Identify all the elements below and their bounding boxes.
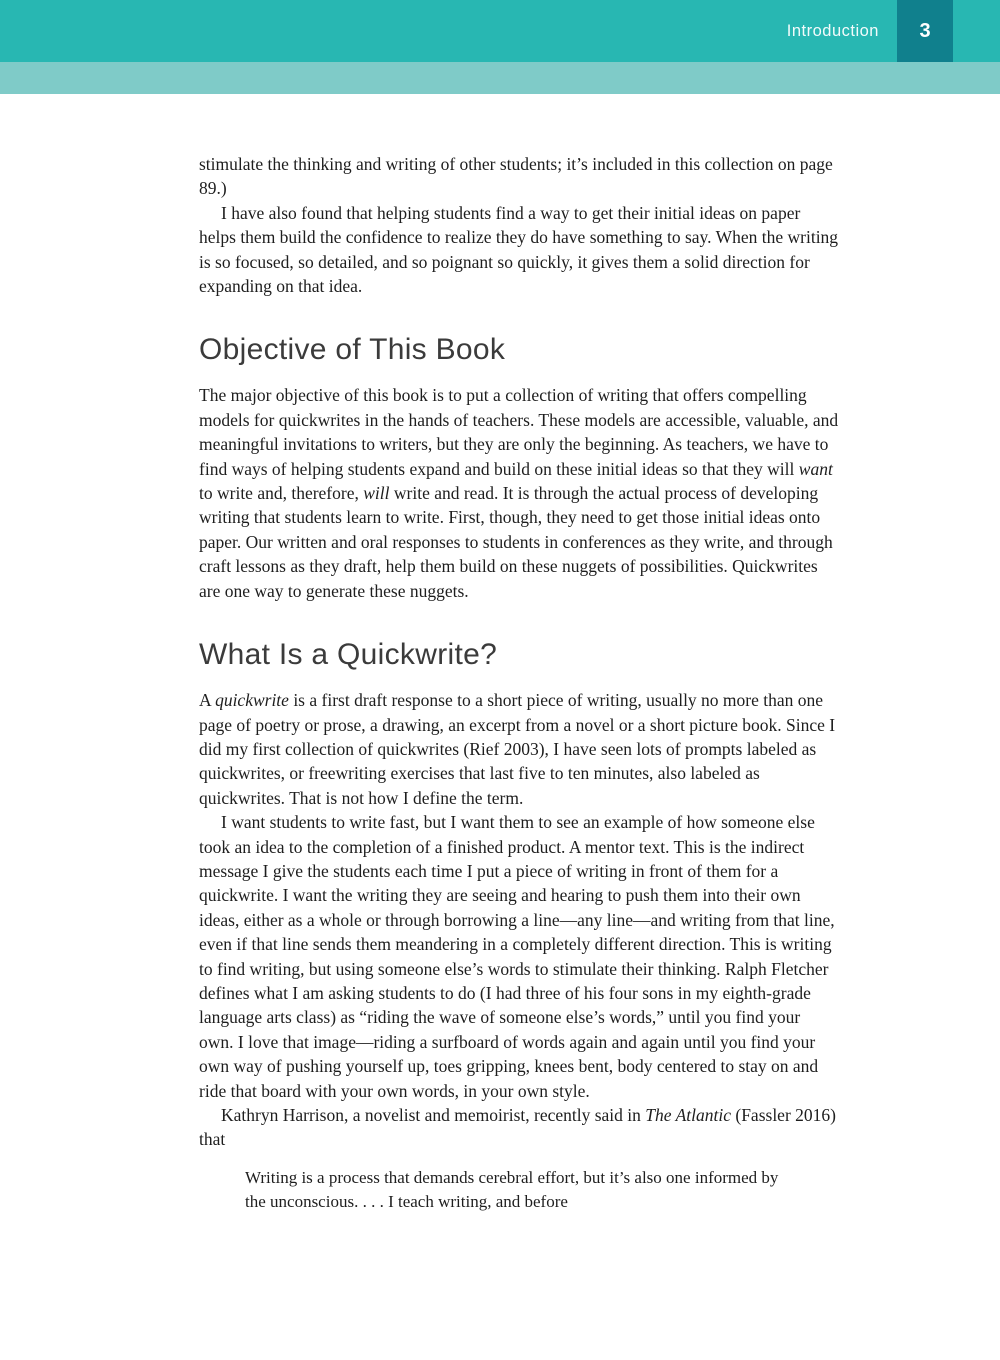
header-light-band bbox=[0, 62, 1000, 94]
paragraph-initial-ideas: I have also found that helping students find a way to get their initial ideas on paper helps them build the confidence to realize they do have something to say. When the writing is so focused, so detailed, and so poignant so quickly, it gives them a solid direction for expanding on that idea. bbox=[199, 202, 839, 297]
section-heading-what-is-a-quickwrite: What Is a Quickwrite? bbox=[199, 638, 498, 672]
paragraph-objective: The major objective of this book is to put a collection of writing that offers compelling models for quickwrites in the hands of teachers. These models are accessible, valuable, and meaningful invitations to writers, but they are only the beginning. As teachers, we have to find ways of helping students expand and build on these initial ideas so that they will want to write and, therefore, will write and read. It is through the actual process of developing writing that students learn to write. First, though, they need to get those initial ideas onto paper. Our written and oral responses to students in conferences as they write, and through craft lessons as they draft, help them build on these nuggets of possibilities. Quickwrites are one way to generate these nuggets. bbox=[199, 385, 839, 601]
paragraph-kathryn-harrison: Kathryn Harrison, a novelist and memoirist, recently said in The Atlantic (Fassler 2016) that bbox=[199, 1105, 836, 1150]
section-heading-objective: Objective of This Book bbox=[199, 333, 506, 367]
running-head: Introduction bbox=[786, 21, 879, 40]
page-header bbox=[0, 0, 1000, 94]
paragraph-mentor-text: I want students to write fast, but I want them to see an example of how someone else took an idea to the completion of a finished product. A mentor text. This is the indirect message I give the students each time I put a piece of writing in front of them for a quickwrite. I want the writing they are seeing and hearing to push them into their own ideas, either as a whole or through borrowing a line—any line—and writing from that line, even if that line sends them meandering in a completely different direction. This is writing to find writing, but using someone else’s words to stimulate their thinking. Ralph Fletcher defines what I am asking students to do (I had three of his four sons in my eighth-grade language arts class) as “riding the wave of someone else’s words,” until you find your own. I love that image—riding a surfboard of words again and again until you find your own way of pushing yourself up, toes gripping, knees bent, body centered to stay on and ride that board with your own words, in your own style. bbox=[199, 812, 835, 1101]
page-number-box: 3 bbox=[897, 0, 953, 62]
paragraph-quickwrite-definition: A quickwrite is a first draft response to a short piece of writing, usually no more than one page of poetry or prose, a drawing, an excerpt from a novel or a short picture book. Since I did my first collection of quickwrites (Rief 2003), I have seen lots of prompts labeled as quickwrites, or freewriting exercises that last five to ten minutes, also labeled as quickwrites. That is not how I define the term. bbox=[199, 690, 836, 808]
paragraph-continuation: stimulate the thinking and writing of other students; it’s included in this collection on page 89.) bbox=[199, 154, 833, 199]
block-quote-harrison: Writing is a process that demands cerebral effort, but it’s also one informed by the unconscious. . . . I teach writing, and before bbox=[245, 1167, 779, 1212]
page-body bbox=[0, 94, 860, 1215]
header-teal-bar bbox=[0, 0, 1000, 62]
